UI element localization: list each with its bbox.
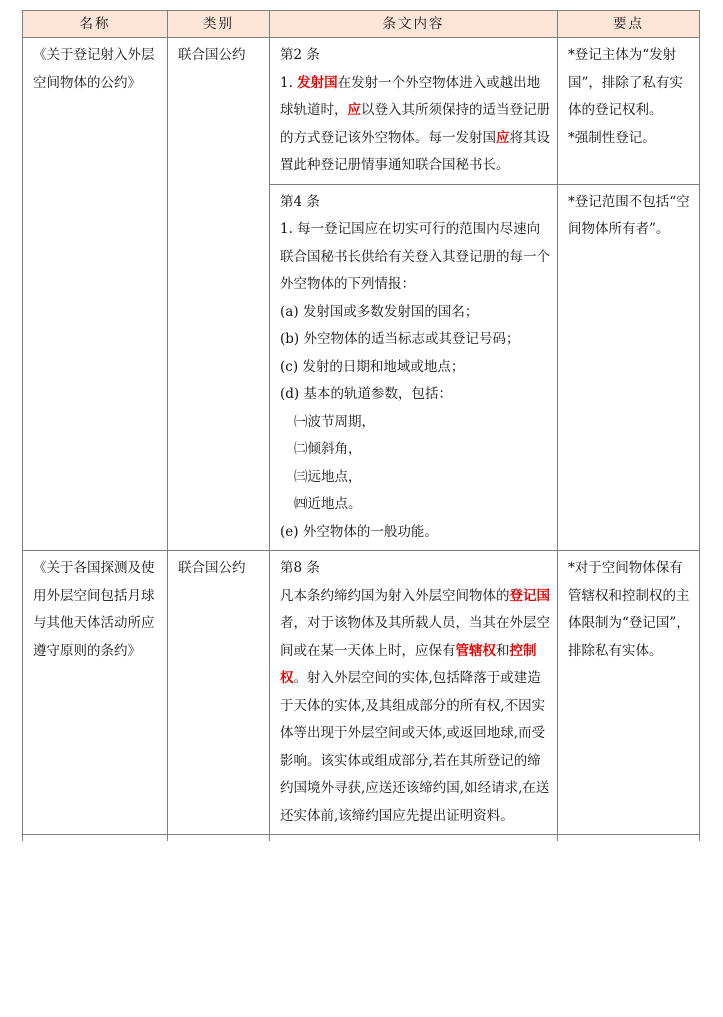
cell-category: 联合国公约 xyxy=(168,38,270,551)
point-text: *登记范围不包括“空间物体所有者”。 xyxy=(568,193,690,237)
sub-item: ㈠波节周期， xyxy=(294,413,375,430)
list-item: (e) 外空物体的一般功能。 xyxy=(280,523,438,540)
article-clause xyxy=(280,70,551,180)
cell-content xyxy=(270,38,558,185)
article-clause: 1. 每一登记国应在切实可行的范围内尽速向联合国秘书长供给有关登入其登记册的每一个外空物体的下列情报： xyxy=(280,221,550,292)
highlight-term: 应 xyxy=(347,102,361,118)
header-row xyxy=(23,11,700,38)
cell-name: 《关于各国探测及使用外层空间包括月球与其他天体活动所应遵守原则的条约》 xyxy=(23,551,168,835)
cell-points xyxy=(558,184,700,551)
cell-name: 《关于登记射入外层空间物体的公约》 xyxy=(23,38,168,551)
cell-content xyxy=(270,551,558,835)
clause-text: 凡本条约缔约国为射入外层空间物体的 xyxy=(280,587,510,604)
cell-points xyxy=(558,38,700,185)
table-row xyxy=(23,551,700,835)
highlight-term: 控制权 xyxy=(280,642,537,686)
list-item: (d) 基本的轨道参数，包括： xyxy=(280,386,452,402)
clause-text: 。射入外层空间的实体,包括降落于或建造于天体的实体,及其组成部分的所有权,不因实体等出现于外层空间或天体,或返回地球,而受影响。该实体或组成部分,若在其所登记的缔约国境外寻获,应送还该缔约国,如经请求,在送还实体前,该缔约国应先提出证明资料。 xyxy=(280,670,550,824)
clause-text: 将其设置此种登记册情事通知联合国秘书长。 xyxy=(280,129,550,173)
cell-category: 联合国公约 xyxy=(168,551,270,835)
sub-item: ㈢远地点， xyxy=(294,468,362,485)
article-title: 第8 条 xyxy=(280,560,320,576)
clause-text: 和 xyxy=(496,642,510,659)
article-clause xyxy=(280,583,551,831)
header-content: 条文内容 xyxy=(270,11,558,38)
list-item: (a) 发射国或多数发射国的国名； xyxy=(280,303,479,320)
header-points: 要点 xyxy=(558,11,700,38)
highlight-term: 登记国 xyxy=(509,587,550,604)
list-item: (b) 外空物体的适当标志或其登记号码； xyxy=(280,331,520,347)
cell-empty xyxy=(270,835,558,842)
cell-points xyxy=(558,551,700,835)
clause-text: 者，对于该物体及其所载人员，当其在外层空间或在某一天体上时，应保有 xyxy=(280,615,550,659)
highlight-term: 应 xyxy=(496,129,510,146)
article-title: 第2 条 xyxy=(280,47,320,63)
regulation-table xyxy=(22,10,700,841)
table-row xyxy=(23,38,700,185)
header-category: 类别 xyxy=(168,11,270,38)
header-name: 名称 xyxy=(23,11,168,38)
table-row-cut xyxy=(23,835,700,842)
highlight-term: 发射国 xyxy=(297,74,338,91)
cell-empty xyxy=(168,835,270,842)
cell-content xyxy=(270,184,558,551)
point-text: *强制性登记。 xyxy=(568,129,656,146)
cell-empty xyxy=(23,835,168,842)
article-title: 第4 条 xyxy=(280,193,320,210)
point-text: *对于空间物体保有管辖权和控制权的主体限制为“登记国”，排除私有实体。 xyxy=(568,560,690,659)
list-item: (c) 发射的日期和地域或地点； xyxy=(280,358,465,375)
sub-item: ㈣近地点。 xyxy=(294,496,362,512)
point-text: *登记主体为“发射国”，排除了私有实体的登记权利。 xyxy=(568,47,683,118)
clause-number: 1. xyxy=(280,74,298,91)
sub-item: ㈡倾斜角， xyxy=(294,441,362,457)
clause-text: 以登入其所须保持的适当登记册的方式登记该外空物体。每一发射国 xyxy=(280,102,550,146)
cell-empty xyxy=(558,835,700,842)
highlight-term: 管辖权 xyxy=(455,642,496,659)
clause-text: 在发射一个外空物体进入或越出地球轨道时， xyxy=(280,74,541,118)
